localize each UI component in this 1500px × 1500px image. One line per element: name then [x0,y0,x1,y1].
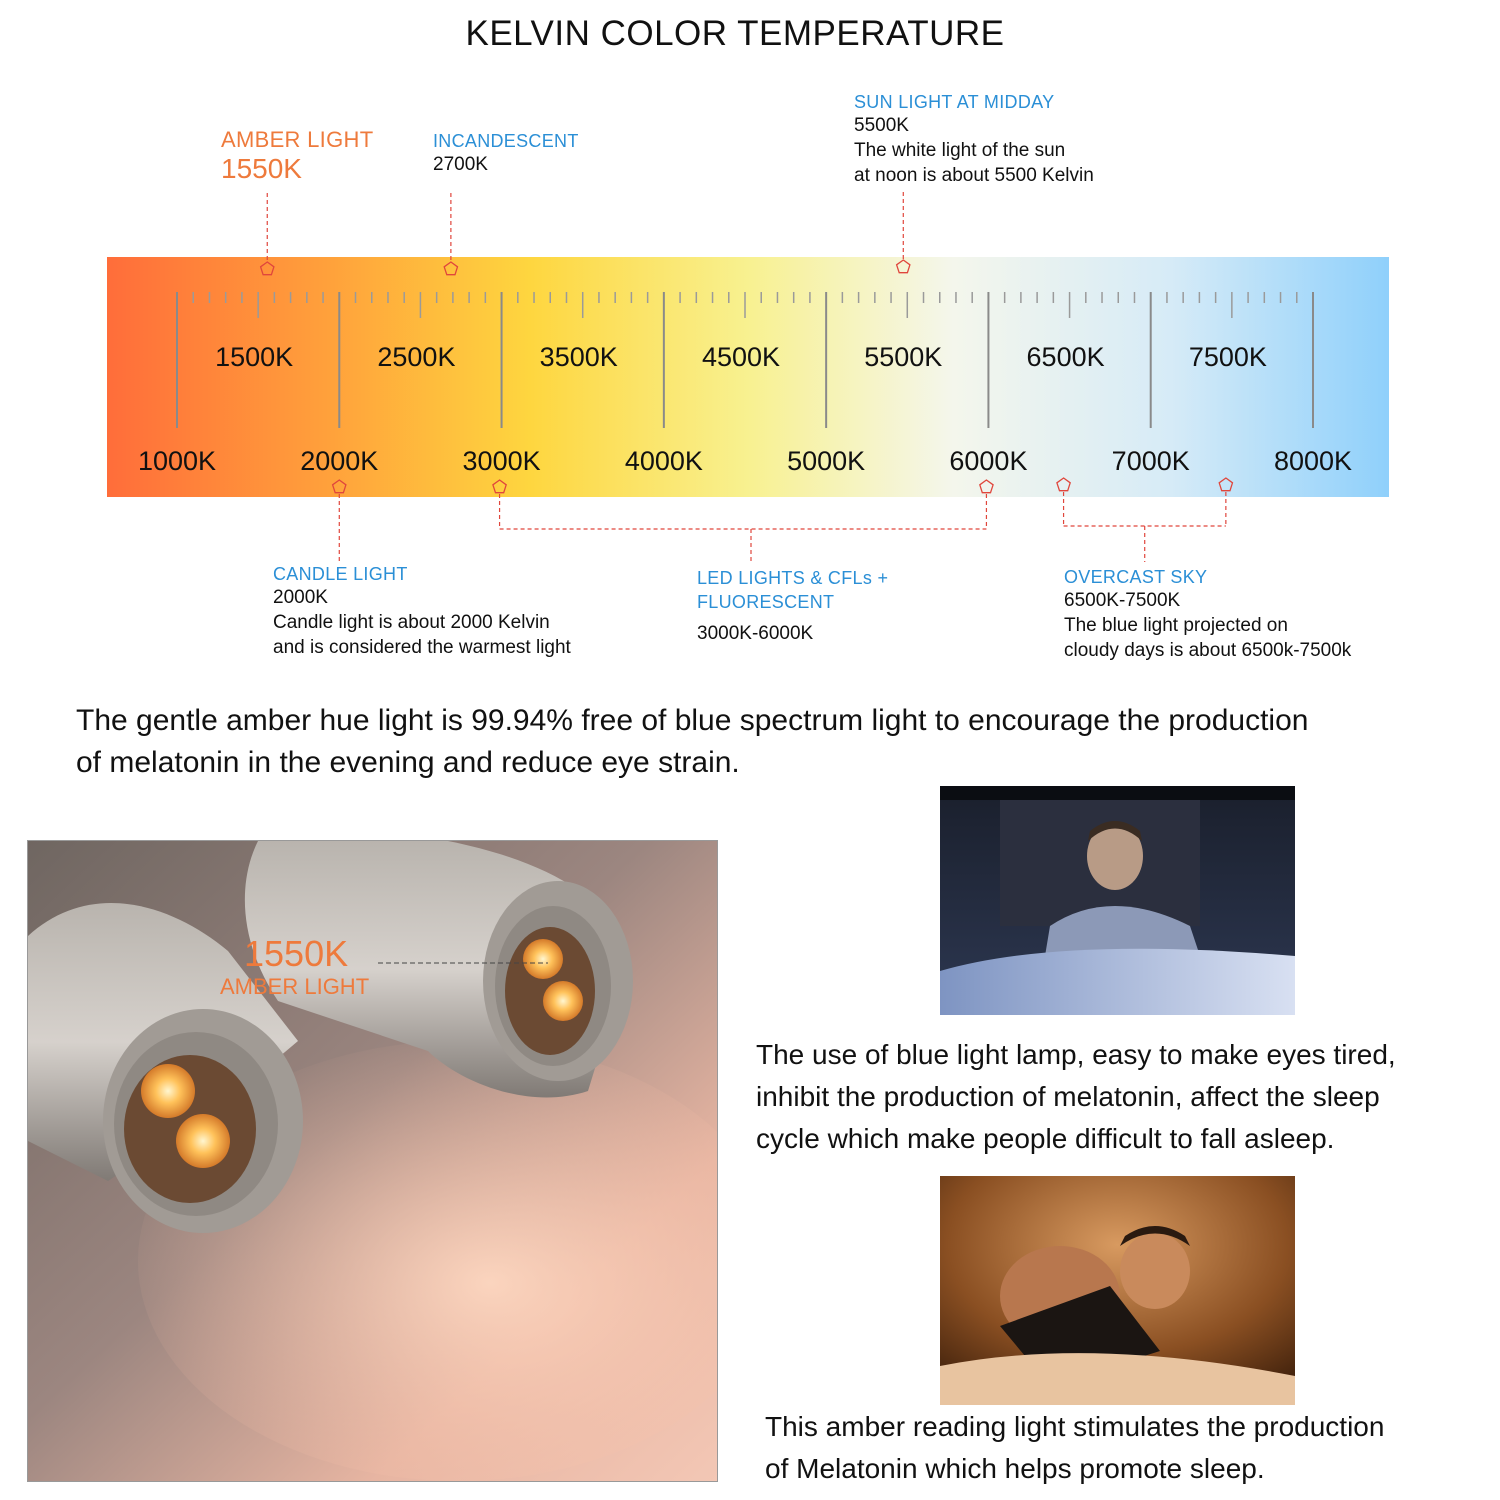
scale-lower-label: 8000K [1273,446,1353,476]
scale-upper-label: 7500K [1188,342,1267,372]
scale-lower-label: 5000K [787,446,866,476]
lamp-amber-label: AMBER LIGHT [220,974,370,999]
amber-caption-line-1: This amber reading light stimulates the production [765,1411,1385,1442]
overcast-annotation [1064,567,1351,663]
intro-line-2: of melatonin in the evening and reduce eye strain. [76,746,740,779]
amber-caption-line-2: of Melatonin which helps promote sleep. [765,1453,1265,1484]
overcast-title: OVERCAST SKY [1064,567,1208,587]
amber-reading-caption [765,1406,1384,1490]
intro-paragraph [76,700,1476,784]
led-value: 3000K-6000K [697,623,814,644]
amber-title: AMBER LIGHT [221,127,374,152]
scale-upper-label: 4500K [701,342,781,372]
blue-light-caption [756,1034,1396,1160]
candle-desc-2: and is considered the warmest light [273,637,571,658]
led-annotation [697,568,888,646]
scale-upper-label: 6500K [1026,342,1105,372]
intro-line-1: The gentle amber hue light is 99.94% free of blue spectrum light to encourage the production [76,704,1309,737]
reading-family-illustration [940,1176,1295,1405]
led-title-2: FLUORESCENT [697,592,835,612]
blue-light-photo [940,786,1295,1015]
incandescent-value: 2700K [433,154,488,175]
blue-caption-line-3: cycle which make people difficult to fall asleep. [756,1123,1335,1154]
scale-lower-label: 6000K [949,446,1028,476]
lamp-photo [27,840,718,1482]
scale-lower-label: 1000K [137,446,217,476]
amber-reading-photo [940,1176,1295,1405]
incandescent-title: INCANDESCENT [433,131,579,151]
overcast-value: 6500K-7500K [1064,590,1181,611]
overcast-desc-1: The blue light projected on [1064,615,1288,636]
amber-value: 1550K [221,153,302,184]
candle-value: 2000K [273,587,328,608]
candle-title: CANDLE LIGHT [273,564,408,584]
lamp-kelvin-label: 1550K [244,933,349,974]
candle-desc-1: Candle light is about 2000 Kelvin [273,612,550,633]
sun-value: 5500K [854,115,909,136]
blue-caption-line-2: inhibit the production of melatonin, affect the sleep [756,1081,1380,1112]
tired-man-illustration [940,786,1295,1015]
candle-annotation [273,564,571,660]
sun-desc-2: at noon is about 5500 Kelvin [854,165,1094,186]
scale-lower-label: 4000K [624,446,703,476]
scale-lower-label: 3000K [462,446,541,476]
scale-lower-label: 2000K [300,446,379,476]
scale-upper-label: 1500K [215,342,294,372]
sun-desc-1: The white light of the sun [854,140,1066,161]
page-title: KELVIN COLOR TEMPERATURE [465,14,1005,53]
led-title-1: LED LIGHTS & CFLs + [697,568,889,588]
scale-upper-label: 3500K [539,342,618,372]
overcast-desc-2: cloudy days is about 6500k-7500k [1064,640,1352,661]
scale-upper-label: 2500K [377,342,456,372]
lamp-illustration [28,841,717,1481]
blue-caption-line-1: The use of blue light lamp, easy to make eyes tired, [756,1039,1396,1070]
scale-upper-label: 5500K [864,342,943,372]
scale-lower-label: 7000K [1111,446,1190,476]
sun-title: SUN LIGHT AT MIDDAY [854,92,1055,112]
